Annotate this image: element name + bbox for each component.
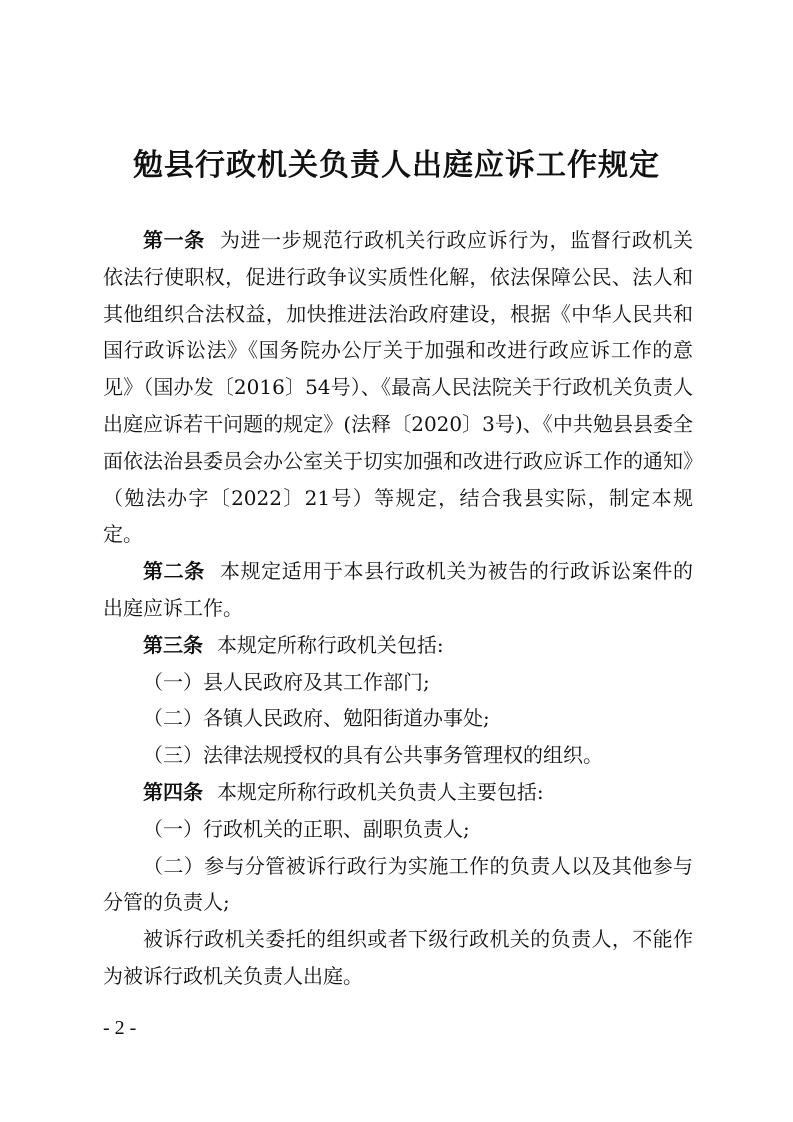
article-4: [103, 774, 693, 811]
article-2: [103, 553, 693, 627]
article-3: [103, 627, 693, 664]
page-number: - 2 -: [103, 1017, 137, 1039]
article-4-label: 第四条: [143, 779, 203, 804]
article-2-label: 第二条: [143, 559, 205, 584]
article-1-label: 第一条: [143, 228, 205, 252]
document-body: [103, 222, 693, 995]
article-3-item-1: （一）县人民政府及其工作部门;: [143, 669, 430, 694]
document-title: 勉县行政机关负责人出庭应诉工作规定: [133, 148, 660, 183]
article-1: [103, 222, 693, 553]
article-4-item-2: （二）参与分管被诉行政行为实施工作的负责人以及其他参与分管的负责人;: [103, 853, 693, 915]
article-3-label: 第三条: [143, 632, 203, 657]
article-1-text: 为进一步规范行政机关行政应诉行为，监督行政机关依法行使职权，促进行政争议实质性化解，依法保障公民、法人和其他组织合法权益，加快推进法治政府建设，根据《中华人民共和国行政诉讼法》《国务院办公厅关于加强和改进行政应诉工作的意见》（国办发〔2016〕54号）、《最高人民法院关于行政机关负责人出庭应诉若干问题的规定》(法释〔2020〕3号)、《中共勉县县委全面依法治县委员会办公室关于切实加强和改进行政应诉工作的通知》（勉法办字〔2022〕21号）等规定，结合我县实际，制定本规定。: [103, 228, 694, 547]
article-3-text: 本规定所称行政机关包括:: [216, 632, 444, 657]
closing-paragraph: 被诉行政机关委托的组织或者下级行政机关的负责人，不能作为被诉行政机关负责人出庭。: [103, 927, 693, 988]
article-2-text: 本规定适用于本县行政机关为被告的行政诉讼案件的出庭应诉工作。: [103, 559, 694, 620]
article-3-item-3: （三）法律法规授权的具有公共事务管理权的组织。: [143, 743, 603, 768]
article-4-item-1: （一）行政机关的正职、副职负责人;: [143, 816, 470, 841]
article-4-text: 本规定所称行政机关负责人主要包括:: [216, 779, 544, 804]
article-3-item-2: （二）各镇人民政府、勉阳街道办事处;: [143, 706, 490, 731]
